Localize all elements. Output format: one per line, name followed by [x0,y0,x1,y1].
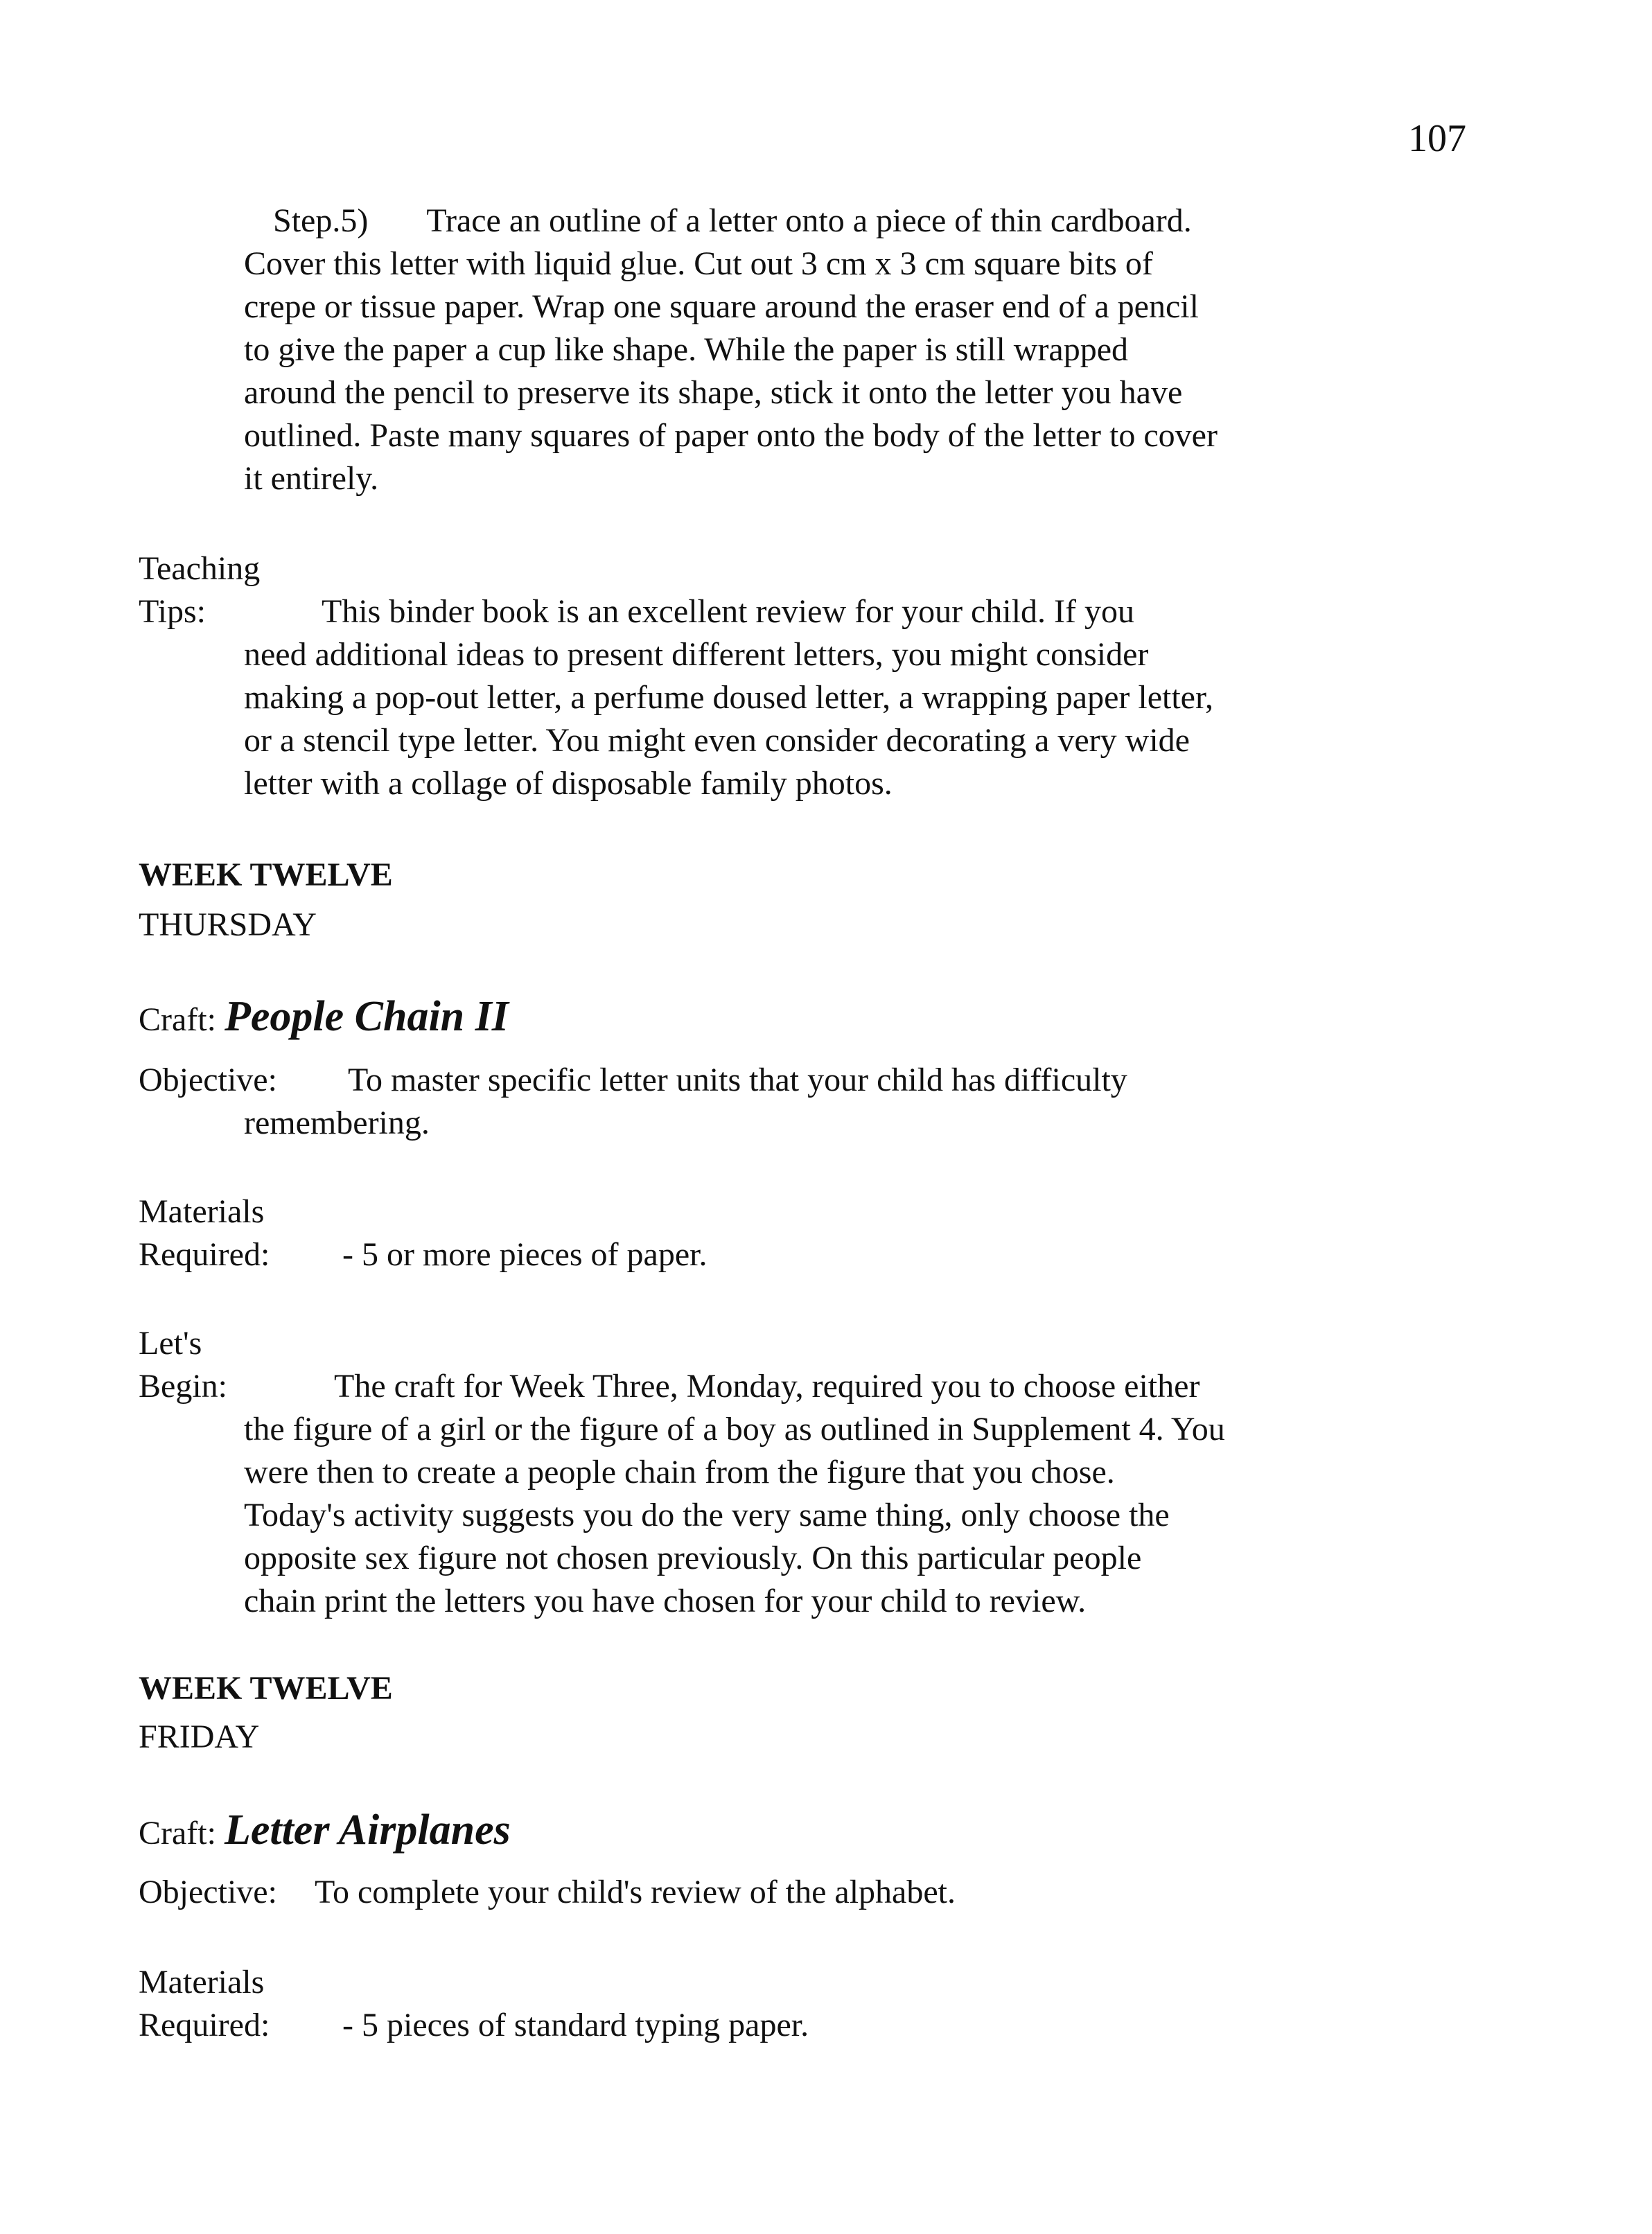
thursday-day-heading: THURSDAY [139,906,317,943]
friday-craft-title: Letter Airplanes [224,1806,511,1854]
thursday-objective-label: Objective: [139,1062,277,1098]
thursday-begin-label-line2: Begin: [139,1368,227,1405]
thursday-week-heading: WEEK TWELVE [139,856,393,893]
step-5-line: outlined. Paste many squares of paper onto the body of the letter to cover [244,417,1218,454]
thursday-begin-line: The craft for Week Three, Monday, required you to choose either [334,1368,1200,1405]
step-5-line: Cover this letter with liquid glue. Cut out 3 cm x 3 cm square bits of [244,245,1153,282]
thursday-begin-line: opposite sex figure not chosen previously. On this particular people [244,1540,1142,1576]
teaching-tips-line: need additional ideas to present different letters, you might consider [244,636,1149,673]
thursday-materials-label-line2: Required: [139,1236,270,1273]
thursday-craft-title: People Chain II [224,993,509,1040]
teaching-tips-label [139,547,260,633]
page-number: 107 [1408,117,1466,160]
step-5-line: around the pencil to preserve its shape, stick it onto the letter you have [244,374,1183,411]
teaching-tips-line: This binder book is an excellent review for your child. If you [322,593,1134,630]
friday-materials-label [139,1961,270,2047]
teaching-tips-line: letter with a collage of disposable family photos. [244,765,893,802]
teaching-tips-text [244,590,1213,805]
friday-materials-label-line2: Required: [139,2007,270,2043]
thursday-materials-label [139,1190,270,1276]
thursday-begin-line: Today's activity suggests you do the very same thing, only choose the [244,1497,1170,1533]
thursday-materials-label-line1: Materials [139,1193,265,1230]
teaching-label-line2: Tips: [139,593,206,630]
thursday-craft-label: Craft: [139,1001,216,1038]
teaching-tips-line: making a pop-out letter, a perfume doused letter, a wrapping paper letter, [244,679,1214,716]
friday-materials-item: - 5 pieces of standard typing paper. [342,2007,809,2043]
friday-week-heading: WEEK TWELVE [139,1670,393,1707]
step-5-line: Step.5) Trace an outline of a letter onto a piece of thin cardboard. [273,202,1192,239]
thursday-craft [139,995,509,1041]
thursday-begin-line: the figure of a girl or the figure of a boy as outlined in Supplement 4. You [244,1411,1225,1448]
step-5-line: crepe or tissue paper. Wrap one square around the eraser end of a pencil [244,288,1199,325]
friday-materials-label-line1: Materials [139,1964,265,2000]
step-5-line: it entirely. [244,460,379,497]
thursday-objective-line: remembering. [244,1105,430,1141]
thursday-objective-line: To master specific letter units that your child has difficulty [348,1062,1127,1098]
thursday-materials-item: - 5 or more pieces of paper. [342,1236,708,1273]
thursday-begin-line: chain print the letters you have chosen for your child to review. [244,1583,1087,1619]
thursday-begin-label-line1: Let's [139,1325,202,1362]
step-5-paragraph [244,200,1218,500]
friday-objective-text: To complete your child's review of the alphabet. [315,1874,956,1910]
friday-day-heading: FRIDAY [139,1718,260,1755]
thursday-begin-label [139,1322,227,1408]
teaching-label-line1: Teaching [139,550,261,587]
thursday-begin-line: were then to create a people chain from the figure that you chose. [244,1454,1115,1490]
friday-craft-label: Craft: [139,1815,216,1852]
thursday-objective-text [244,1059,1127,1145]
thursday-begin-text [244,1365,1225,1623]
friday-craft [139,1806,511,1855]
step-5-line: to give the paper a cup like shape. While the paper is still wrapped [244,331,1129,368]
teaching-tips-line: or a stencil type letter. You might even consider decorating a very wide [244,722,1190,759]
friday-objective-label: Objective: [139,1874,277,1910]
